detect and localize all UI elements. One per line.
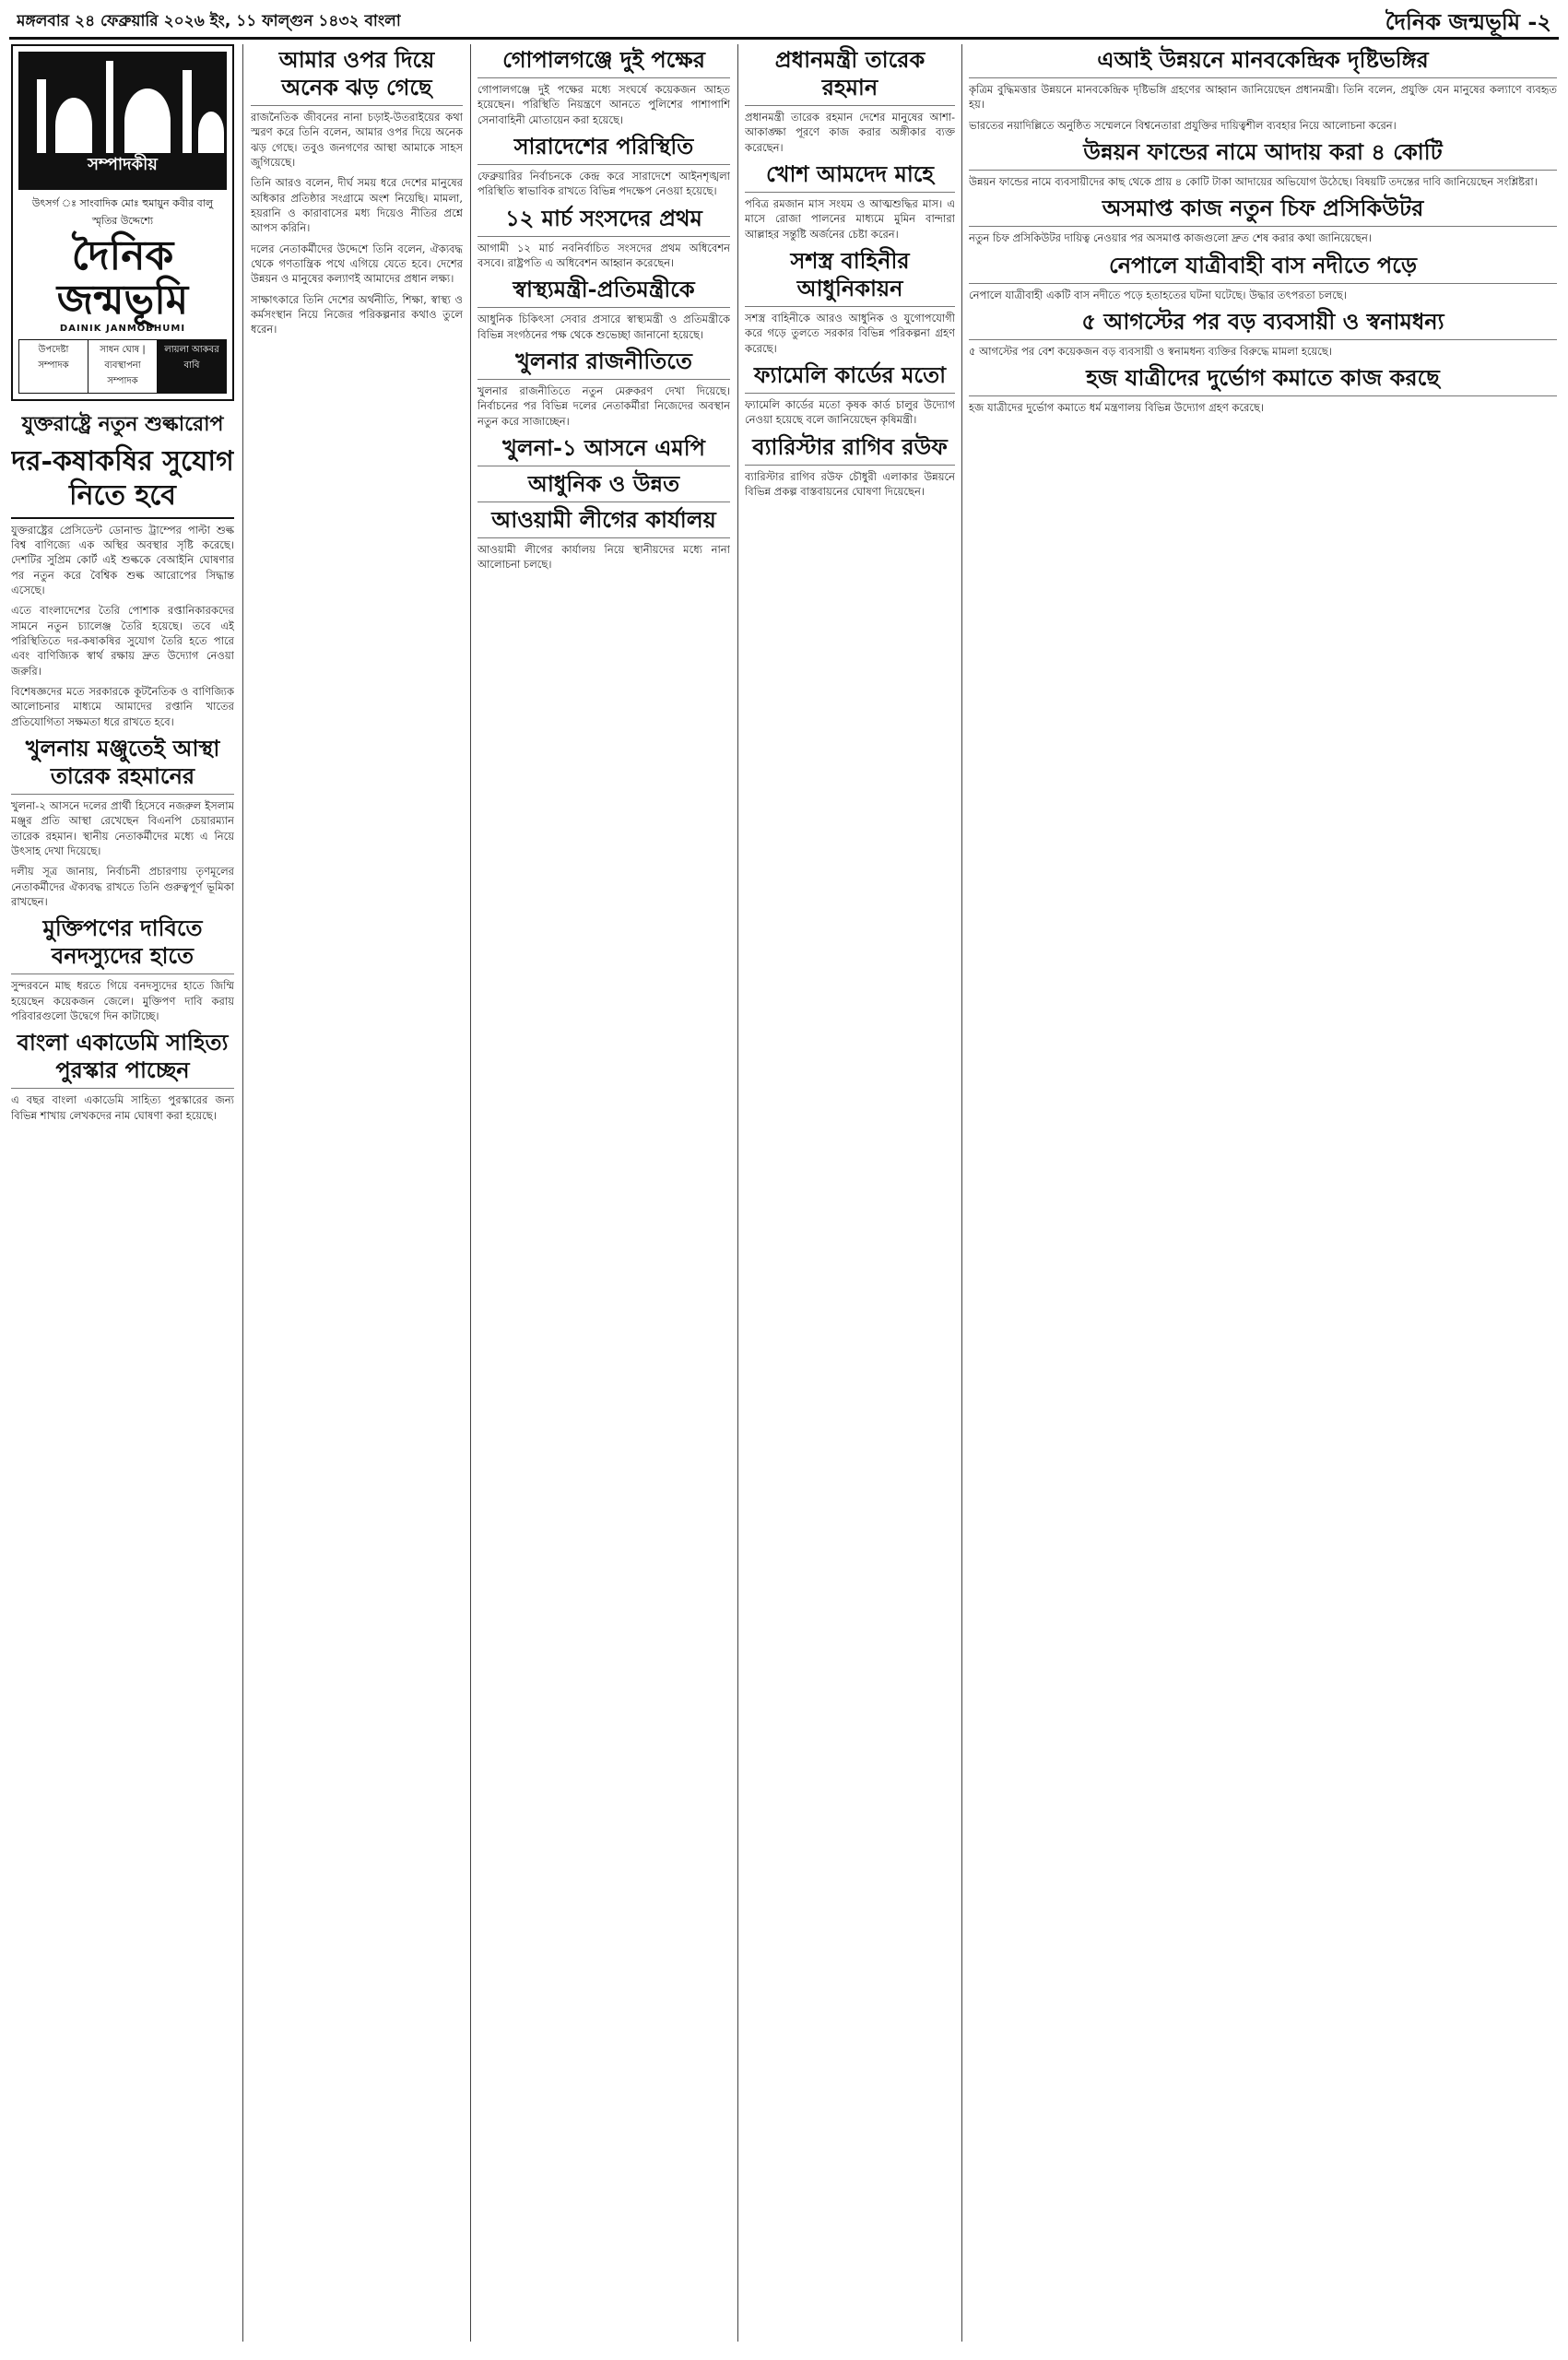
- article-headline: আওয়ামী লীগের কার্যালয়: [477, 506, 730, 538]
- editorial-kicker: যুক্তরাষ্ট্রে নতুন শুল্কারোপ: [21, 411, 224, 436]
- article-headline: বাংলা একাডেমি সাহিত্য পুরস্কার পাচ্ছেন: [11, 1029, 234, 1089]
- column-divider: [737, 44, 738, 2342]
- article-paragraph: ব্যারিস্টার রাগিব রউফ চৌধুরী এলাকার উন্নয়নে বিভিন্ন প্রকল্প বাস্তবায়নের ঘোষণা দিয়েছেন।: [745, 469, 955, 498]
- article-paragraph: ৫ আগস্টের পর বেশ কয়েকজন বড় ব্যবসায়ী ও স্বনামধন্য ব্যক্তির বিরুদ্ধে মামলা হয়েছে।: [969, 344, 1332, 358]
- article-paragraph: এতে বাংলাদেশের তৈরি পোশাক রপ্তানিকারকদের সামনে নতুন চ্যালেঞ্জ তৈরি হয়েছে। তবে এই পরিস্থিতিতে দর-কষাকষির সুযোগ তৈরি হতে পারে এবং বাণিজ্যিক স্বার্থ রক্ষায় দ্রুত উদ্যোগ নেওয়া জরুরি।: [11, 604, 234, 678]
- editorial-motto: উৎসর্গ ঃ সাংবাদিক মোঃ হুমায়ুন কবীর বালু স্মৃতির উদ্দেশ্যে: [31, 197, 214, 227]
- column-2: [251, 44, 463, 2342]
- article-paragraph: যুক্তরাষ্ট্রের প্রেসিডেন্ট ডোনাল্ড ট্রাম্পের পাল্টা শুল্ক বিশ্ব বাণিজ্যে এক অস্থির অবস্থার সৃষ্টি করেছে। দেশটির সুপ্রিম কোর্ট এই শুল্ককে বেআইনি ঘোষণার পর নতুন করে বৈশ্বিক শুল্ক আরোপের সিদ্ধান্ত এসেছে।: [11, 523, 234, 597]
- article-paragraph: আগামী ১২ মার্চ নবনির্বাচিত সংসদের প্রথম অধিবেশন বসবে। রাষ্ট্রপতি এ অধিবেশন আহ্বান করেছেন।: [477, 241, 730, 269]
- article-headline: খোশ আমদেদ মাহে: [745, 160, 955, 193]
- top-rule: [9, 37, 1559, 40]
- article-headline: খুলনার রাজনীতিতে: [477, 348, 730, 380]
- article-paragraph: সাক্ষাৎকারে তিনি দেশের অর্থনীতি, শিক্ষা, স্বাস্থ্য ও কর্মসংস্থান নিয়ে নিজের পরিকল্পনার কথাও তুলে ধরেন।: [251, 292, 463, 336]
- article-paragraph: খুলনার রাজনীতিতে নতুন মেরুকরণ দেখা দিয়েছে। নির্বাচনের পর বিভিন্ন দলের নেতাকর্মীরা নিজেদের অবস্থান নতুন করে সাজাচ্ছেন।: [477, 384, 730, 428]
- article-paragraph: হজ যাত্রীদের দুর্ভোগ কমাতে ধর্ম মন্ত্রণালয় বিভিন্ন উদ্যোগ গ্রহণ করেছে।: [969, 401, 1265, 415]
- column-1: [11, 44, 234, 2342]
- article-paragraph: কৃত্রিম বুদ্ধিমত্তার উন্নয়নে মানবকেন্দ্রিক দৃষ্টিভঙ্গি গ্রহণের আহ্বান জানিয়েছেন প্রধানমন্ত্রী। তিনি বলেন, প্রযুক্তি যেন মানুষের কল্যাণে ব্যবহৃত হয়।: [969, 83, 1557, 112]
- credits-bar: [18, 339, 227, 394]
- column-divider: [242, 44, 243, 2342]
- column-3: [477, 44, 730, 2342]
- article-paragraph: তিনি আরও বলেন, দীর্ঘ সময় ধরে দেশের মানুষের অধিকার প্রতিষ্ঠার সংগ্রামে অংশ নিয়েছি। মামলা, হয়রানি ও কারাবাসের মধ্য দিয়েও নীতির প্রশ্নে আপস করিনি।: [251, 176, 463, 235]
- article-paragraph: খুলনা-২ আসনে দলের প্রার্থী হিসেবে নজরুল ইসলাম মঞ্জুর প্রতি আস্থা রেখেছেন বিএনপি চেয়ারম্যান তারেক রহমান। স্থানীয় নেতাকর্মীদের মধ্যে এ নিয়ে উৎসাহ দেখা দিয়েছে।: [11, 799, 234, 858]
- column-4: [745, 44, 955, 2342]
- column-divider: [470, 44, 471, 2342]
- article-paragraph: পবিত্র রমজান মাস সংযম ও আত্মশুদ্ধির মাস। এ মাসে রোজা পালনের মাধ্যমে মুমিন বান্দারা আল্লাহর সন্তুষ্টি অর্জনের চেষ্টা করেন।: [745, 196, 955, 241]
- article-headline: খুলনায় মঞ্জুতেই আস্থা তারেক রহমানের: [11, 735, 234, 795]
- credit-1: উপদেষ্টা সম্পাদক: [19, 340, 88, 393]
- article-headline: সশস্ত্র বাহিনীর আধুনিকায়ন: [745, 247, 955, 307]
- article-paragraph: আওয়ামী লীগের কার্যালয় নিয়ে স্থানীয়দের মধ্যে নানা আলোচনা চলছে।: [477, 542, 730, 572]
- article-headline: ৫ আগস্টের পর বড় ব্যবসায়ী ও স্বনামধন্য: [969, 308, 1557, 340]
- article-paragraph: গোপালগঞ্জে দুই পক্ষের মধ্যে সংঘর্ষে কয়েকজন আহত হয়েছেন। পরিস্থিতি নিয়ন্ত্রণে আনতে পুলিশের পাশাপাশি সেনাবাহিনী মোতায়েন করা হয়েছে।: [477, 83, 730, 126]
- article-paragraph: দলীয় সূত্র জানায়, নির্বাচনী প্রচারণায় তৃণমূলের নেতাকর্মীদের ঐক্যবদ্ধ রাখতে তিনি গুরুত্বপূর্ণ ভূমিকা রাখছেন।: [11, 865, 234, 909]
- article-paragraph: নেপালে যাত্রীবাহী একটি বাস নদীতে পড়ে হতাহতের ঘটনা ঘটেছে। উদ্ধার তৎপরতা চলছে।: [969, 288, 1347, 301]
- column-5: [969, 44, 1557, 2342]
- article-headline: ফ্যামেলি কার্ডের মতো: [745, 361, 955, 394]
- article-paragraph: ফ্যামেলি কার্ডের মতো কৃষক কার্ড চালুর উদ্যোগ নেওয়া হয়েছে বলে জানিয়েছেন কৃষিমন্ত্রী।: [745, 397, 955, 427]
- article-paragraph: রাজনৈতিক জীবনের নানা চড়াই-উতরাইয়ের কথা স্মরণ করে তিনি বলেন, আমার ওপর দিয়ে অনেক ঝড় গেছে। তবুও জনগণের আস্থা আমাকে সাহস জুগিয়েছে।: [251, 111, 463, 169]
- article-paragraph: বিশেষজ্ঞদের মতে সরকারকে কূটনৈতিক ও বাণিজ্যিক আলোচনার মাধ্যমে আমাদের রপ্তানি খাতের প্রতিযোগিতা সক্ষমতা ধরে রাখতে হবে।: [11, 685, 234, 728]
- article-headline: আমার ওপর দিয়ে অনেক ঝড় গেছে: [251, 46, 463, 106]
- article-headline: সারাদেশের পরিস্থিতি: [477, 133, 730, 165]
- article-paragraph: এ বছর বাংলা একাডেমি সাহিত্য পুরস্কারের জন্য বিভিন্ন শাখায় লেখকদের নাম ঘোষণা করা হয়েছে।: [11, 1093, 234, 1122]
- date-line: মঙ্গলবার ২৪ ফেব্রুয়ারি ২০২৬ ইং, ১১ ফাল্গুন ১৪৩২ বাংলা: [17, 12, 401, 30]
- article-headline: নেপালে যাত্রীবাহী বাস নদীতে পড়ে: [969, 252, 1557, 284]
- column-divider: [961, 44, 962, 2342]
- article-headline: ব্যারিস্টার রাগিব রউফ: [745, 433, 955, 466]
- editorial-label: সম্পাদকীয়: [18, 153, 227, 177]
- article-headline: অসমাপ্ত কাজ নতুন চিফ প্রসিকিউটর: [969, 195, 1557, 227]
- page-folio: দৈনিক জন্মভূমি -২: [1385, 8, 1551, 35]
- article-paragraph: দলের নেতাকর্মীদের উদ্দেশে তিনি বলেন, ঐক্যবদ্ধ থেকে গণতান্ত্রিক পথে এগিয়ে যেতে হবে। দেশের উন্নয়ন ও মানুষের কল্যাণই আমাদের প্রধান লক্ষ্য।: [251, 242, 463, 286]
- article-headline: মুক্তিপণের দাবিতে বনদস্যুদের হাতে: [11, 914, 234, 974]
- article-paragraph: ভারতের নয়াদিল্লিতে অনুষ্ঠিত সম্মেলনে বিশ্বনেতারা প্রযুক্তির দায়িত্বশীল ব্যবহার নিয়ে আলোচনা করেন।: [969, 118, 1397, 132]
- article-headline: ১২ মার্চ সংসদের প্রথম: [477, 205, 730, 237]
- article-headline: প্রধানমন্ত্রী তারেক রহমান: [745, 46, 955, 106]
- article-paragraph: প্রধানমন্ত্রী তারেক রহমান দেশের মানুষের আশা-আকাঙ্ক্ষা পূরণে কাজ করার অঙ্গীকার ব্যক্ত করেছেন।: [745, 111, 955, 154]
- article-paragraph: সশস্ত্র বাহিনীকে আরও আধুনিক ও যুগোপযোগী করে গড়ে তুলতে সরকার বিভিন্ন পরিকল্পনা গ্রহণ করেছে।: [745, 311, 955, 355]
- article-headline: স্বাস্থ্যমন্ত্রী-প্রতিমন্ত্রীকে: [477, 276, 730, 308]
- paper-name: দৈনিক জন্মভূমি: [56, 232, 189, 324]
- article-paragraph: সুন্দরবনে মাছ ধরতে গিয়ে বনদস্যুদের হাতে জিম্মি হয়েছেন কয়েকজন জেলে। মুক্তিপণ দাবি করায় পরিবারগুলো উদ্বেগে দিন কাটাচ্ছে।: [11, 979, 234, 1022]
- article-headline: গোপালগঞ্জে দুই পক্ষের: [477, 46, 730, 78]
- credit-2: সাধন ঘোষ | ব্যবস্থাপনা সম্পাদক: [88, 340, 158, 393]
- editorial-masthead: [11, 44, 234, 401]
- article-paragraph: ফেব্রুয়ারির নির্বাচনকে কেন্দ্র করে সারাদেশে আইনশৃঙ্খলা পরিস্থিতি স্বাভাবিক রাখতে বিভিন্ন পদক্ষেপ নেওয়া হয়েছে।: [477, 169, 730, 198]
- article-headline: এআই উন্নয়নে মানবকেন্দ্রিক দৃষ্টিভঙ্গির: [969, 46, 1557, 78]
- article-headline: আধুনিক ও উন্নত: [477, 470, 730, 502]
- article-paragraph: উন্নয়ন ফান্ডের নামে ব্যবসায়ীদের কাছ থেকে প্রায় ৪ কোটি টাকা আদায়ের অভিযোগ উঠেছে। বিষয়টি তদন্তের দাবি জানিয়েছেন সংশ্লিষ্টরা।: [969, 174, 1538, 188]
- article-paragraph: আধুনিক চিকিৎসা সেবার প্রসারে স্বাস্থ্যমন্ত্রী ও প্রতিমন্ত্রীকে বিভিন্ন সংগঠনের পক্ষ থেকে শুভেচ্ছা জানানো হয়েছে।: [477, 313, 730, 341]
- paper-name-en: DAINIK JANMOBHUMI: [59, 323, 186, 334]
- masthead-skyline-illustration: [18, 52, 227, 190]
- article-headline: খুলনা-১ আসনে এমপি: [477, 434, 730, 466]
- article-paragraph: নতুন চিফ প্রসিকিউটর দায়িত্ব নেওয়ার পর অসমাপ্ত কাজগুলো দ্রুত শেষ করার কথা জানিয়েছেন।: [969, 231, 1372, 245]
- editorial-headline: দর-কষাকষির সুযোগ নিতে হবে: [11, 444, 234, 519]
- article-headline: উন্নয়ন ফান্ডের নামে আদায় করা ৪ কোটি: [969, 138, 1557, 171]
- article-headline: হজ যাত্রীদের দুর্ভোগ কমাতে কাজ করছে: [969, 364, 1557, 396]
- credit-3: লায়লা আকবর বাবি: [158, 340, 226, 393]
